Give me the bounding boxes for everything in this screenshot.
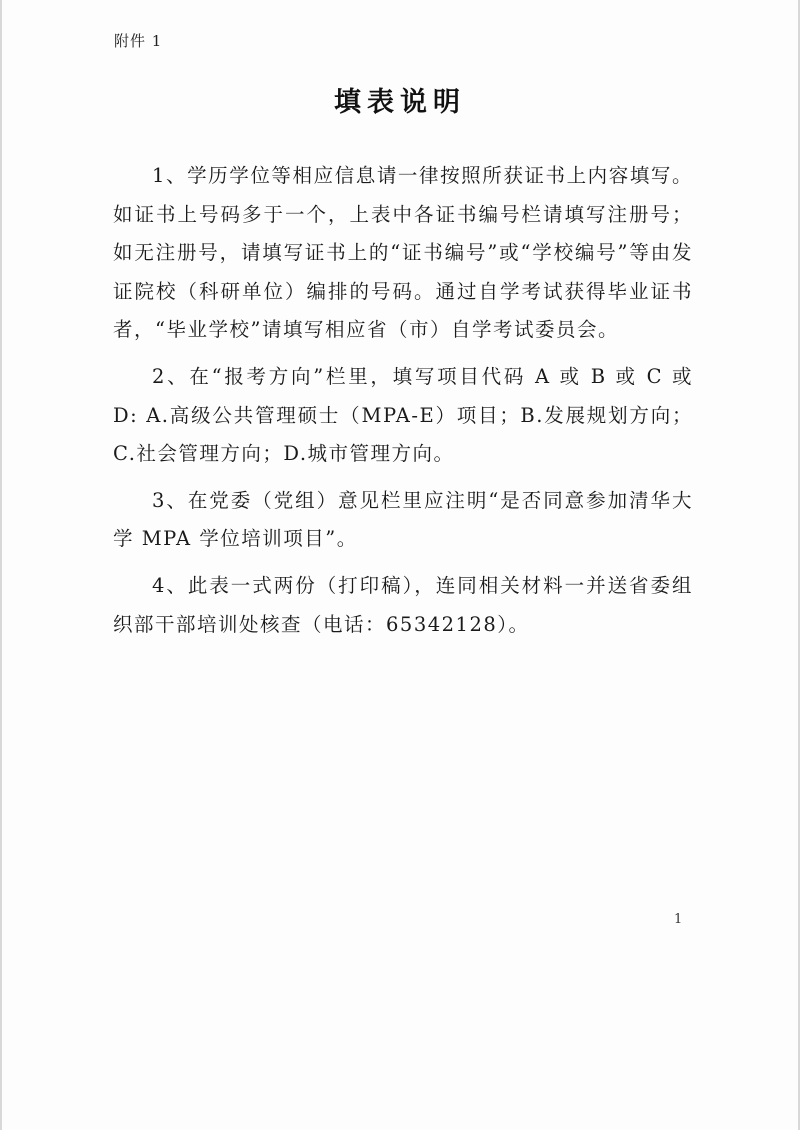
scan-edge-left xyxy=(0,0,2,1130)
instructions-body xyxy=(113,157,693,644)
instruction-paragraph-2: 2、在“报考方向”栏里，填写项目代码 A 或 B 或 C 或 D: A.高级公共管理硕士（MPA-E）项目；B.发展规划方向；C.社会管理方向；D.城市管理方向。 xyxy=(113,364,693,466)
instruction-paragraph-3: 3、在党委（党组）意见栏里应注明“是否同意参加清华大学 MPA 学位培训项目”。 xyxy=(113,488,693,551)
attachment-label: 附件 1 xyxy=(114,32,163,50)
instruction-paragraph-1: 1、学历学位等相应信息请一律按照所获证书上内容填写。如证书上号码多于一个，上表中各证书编号栏请填写注册号；如无注册号，请填写证书上的“证书编号”或“学校编号”等由发证院校（科研单位）编排的号码。通过自学考试获得毕业证书者，“毕业学校”请填写相应省（市）自学考试委员会。 xyxy=(113,164,693,342)
instruction-paragraph-4: 4、此表一式两份（打印稿），连同相关材料一并送省委组织部干部培训处核查（电话：65342128）。 xyxy=(113,573,693,636)
page-number: 1 xyxy=(674,912,683,927)
page-title: 填表说明 xyxy=(334,87,466,118)
